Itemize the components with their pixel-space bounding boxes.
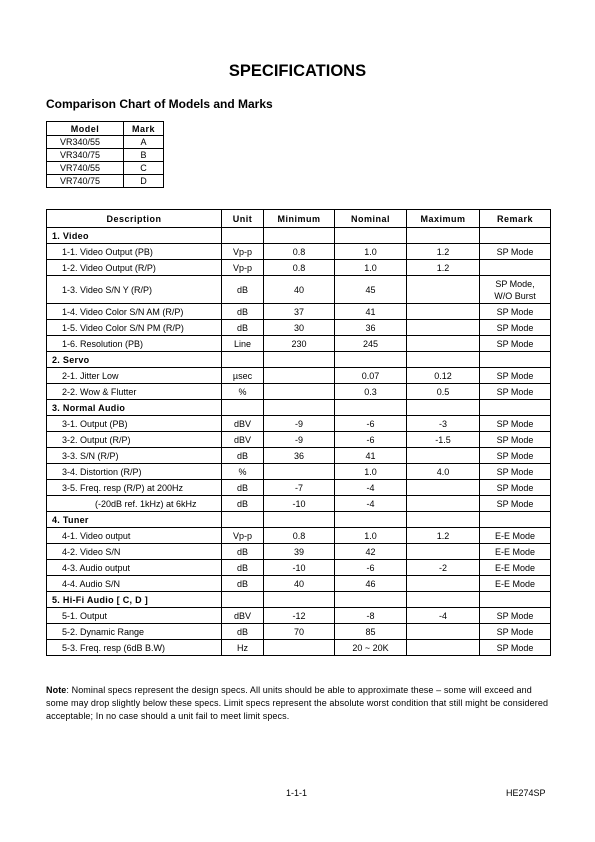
minimum-cell: 0.8 [264, 528, 335, 544]
description-cell: 3-4. Distortion (R/P) [47, 464, 222, 480]
spec-row [47, 304, 551, 320]
unit-cell: Vp-p [222, 244, 264, 260]
remark-cell: SP Mode [480, 320, 551, 336]
remark-cell: SP Mode [480, 464, 551, 480]
unit-cell: dB [222, 304, 264, 320]
maximum-cell [407, 512, 480, 528]
spec-row [47, 384, 551, 400]
maximum-cell: 1.2 [407, 244, 480, 260]
nominal-cell [335, 400, 407, 416]
nominal-cell: 0.07 [335, 368, 407, 384]
remark-cell: SP Mode [480, 336, 551, 352]
minimum-cell: -10 [264, 496, 335, 512]
unit-cell: Vp-p [222, 260, 264, 276]
nominal-cell: 1.0 [335, 260, 407, 276]
description-cell: 4-1. Video output [47, 528, 222, 544]
spec-row [47, 464, 551, 480]
model-row [47, 162, 164, 175]
unit-cell: dB [222, 496, 264, 512]
minimum-cell [264, 464, 335, 480]
nominal-cell [335, 592, 407, 608]
description-cell: 3. Normal Audio [47, 400, 222, 416]
minimum-cell: 36 [264, 448, 335, 464]
description-cell: (-20dB ref. 1kHz) at 6kHz [47, 496, 222, 512]
section-row [47, 400, 551, 416]
unit-cell: dB [222, 544, 264, 560]
remark-cell [480, 592, 551, 608]
minimum-cell: -9 [264, 416, 335, 432]
unit-cell: dB [222, 448, 264, 464]
remark-cell: SP Mode [480, 384, 551, 400]
nominal-cell [335, 352, 407, 368]
nominal-cell: 36 [335, 320, 407, 336]
unit-cell: dB [222, 320, 264, 336]
spec-row [47, 260, 551, 276]
section-row [47, 592, 551, 608]
description-cell: 2-1. Jitter Low [47, 368, 222, 384]
nominal-cell: -4 [335, 480, 407, 496]
document-code: HE274SP [506, 788, 546, 798]
spec-row [47, 496, 551, 512]
maximum-cell [407, 592, 480, 608]
model-table-header-row [47, 122, 164, 136]
unit-cell: % [222, 464, 264, 480]
remark-cell: E-E Mode [480, 576, 551, 592]
mark-cell: C [124, 162, 164, 175]
unit-cell: dB [222, 480, 264, 496]
nominal-cell: 41 [335, 448, 407, 464]
unit-cell: Vp-p [222, 528, 264, 544]
description-cell: 5-1. Output [47, 608, 222, 624]
description-cell: 1-4. Video Color S/N AM (R/P) [47, 304, 222, 320]
description-cell: 4-3. Audio output [47, 560, 222, 576]
description-cell: 1-1. Video Output (PB) [47, 244, 222, 260]
minimum-cell: -9 [264, 432, 335, 448]
maximum-cell: -2 [407, 560, 480, 576]
nominal-cell [335, 512, 407, 528]
nominal-column-header: Nominal [335, 210, 407, 228]
unit-cell: dB [222, 560, 264, 576]
description-cell: 3-1. Output (PB) [47, 416, 222, 432]
description-cell: 5-2. Dynamic Range [47, 624, 222, 640]
remark-cell: SP Mode, W/O Burst [480, 276, 551, 304]
remark-cell [480, 400, 551, 416]
model-mark-table [46, 121, 164, 188]
spec-row [47, 544, 551, 560]
spec-row [47, 336, 551, 352]
remark-cell: SP Mode [480, 448, 551, 464]
model-cell: VR740/55 [47, 162, 124, 175]
model-row [47, 136, 164, 149]
maximum-cell [407, 544, 480, 560]
description-cell: 3-3. S/N (R/P) [47, 448, 222, 464]
description-cell: 4-2. Video S/N [47, 544, 222, 560]
nominal-cell: 42 [335, 544, 407, 560]
unit-column-header: Unit [222, 210, 264, 228]
nominal-cell: 45 [335, 276, 407, 304]
minimum-cell: 0.8 [264, 260, 335, 276]
minimum-cell: -10 [264, 560, 335, 576]
spec-row [47, 448, 551, 464]
spec-row [47, 416, 551, 432]
spec-row [47, 560, 551, 576]
maximum-cell [407, 352, 480, 368]
remark-cell [480, 352, 551, 368]
minimum-cell: 37 [264, 304, 335, 320]
remark-cell: SP Mode [480, 480, 551, 496]
description-cell: 1. Video [47, 228, 222, 244]
spec-row [47, 480, 551, 496]
remark-cell: SP Mode [480, 624, 551, 640]
minimum-cell [264, 400, 335, 416]
maximum-cell: 1.2 [407, 528, 480, 544]
spec-row [47, 320, 551, 336]
minimum-cell [264, 512, 335, 528]
maximum-cell: -3 [407, 416, 480, 432]
mark-column-header: Mark [124, 122, 164, 136]
section-row [47, 512, 551, 528]
unit-cell: dBV [222, 608, 264, 624]
mark-cell: D [124, 175, 164, 188]
spec-row [47, 368, 551, 384]
nominal-cell: -6 [335, 416, 407, 432]
minimum-cell: 40 [264, 276, 335, 304]
nominal-cell: 85 [335, 624, 407, 640]
maximum-cell [407, 496, 480, 512]
description-cell: 1-5. Video Color S/N PM (R/P) [47, 320, 222, 336]
minimum-cell [264, 352, 335, 368]
remark-cell: SP Mode [480, 304, 551, 320]
spec-row [47, 608, 551, 624]
mark-cell: B [124, 149, 164, 162]
nominal-cell: 20 ~ 20K [335, 640, 407, 656]
nominal-cell: 1.0 [335, 528, 407, 544]
maximum-cell: 0.5 [407, 384, 480, 400]
minimum-cell: 30 [264, 320, 335, 336]
model-cell: VR340/75 [47, 149, 124, 162]
unit-cell: % [222, 384, 264, 400]
maximum-cell: -4 [407, 608, 480, 624]
spec-row [47, 244, 551, 260]
section-row [47, 352, 551, 368]
minimum-cell: 39 [264, 544, 335, 560]
nominal-cell [335, 228, 407, 244]
maximum-cell [407, 400, 480, 416]
unit-cell: dBV [222, 416, 264, 432]
remark-cell: E-E Mode [480, 528, 551, 544]
model-row [47, 149, 164, 162]
maximum-cell [407, 336, 480, 352]
unit-cell: Hz [222, 640, 264, 656]
nominal-cell: 0.3 [335, 384, 407, 400]
unit-cell: dB [222, 576, 264, 592]
description-cell: 5. Hi-Fi Audio [ C, D ] [47, 592, 222, 608]
minimum-cell [264, 384, 335, 400]
section-row [47, 228, 551, 244]
remark-cell [480, 260, 551, 276]
remark-column-header: Remark [480, 210, 551, 228]
spec-row [47, 432, 551, 448]
description-cell: 3-5. Freq. resp (R/P) at 200Hz [47, 480, 222, 496]
maximum-cell [407, 276, 480, 304]
description-cell: 5-3. Freq. resp (6dB B.W) [47, 640, 222, 656]
spec-row [47, 640, 551, 656]
description-cell: 4. Tuner [47, 512, 222, 528]
remark-cell [480, 228, 551, 244]
nominal-cell: 1.0 [335, 464, 407, 480]
remark-cell: SP Mode [480, 608, 551, 624]
description-cell: 1-2. Video Output (R/P) [47, 260, 222, 276]
maximum-cell [407, 228, 480, 244]
remark-cell: E-E Mode [480, 560, 551, 576]
model-row [47, 175, 164, 188]
remark-cell: SP Mode [480, 432, 551, 448]
minimum-cell: 230 [264, 336, 335, 352]
maximum-cell [407, 304, 480, 320]
unit-cell [222, 352, 264, 368]
remark-cell: SP Mode [480, 416, 551, 432]
model-column-header: Model [47, 122, 124, 136]
spec-table-header-row [47, 210, 551, 228]
unit-cell [222, 400, 264, 416]
spec-row [47, 276, 551, 304]
maximum-cell: -1.5 [407, 432, 480, 448]
minimum-cell: 40 [264, 576, 335, 592]
minimum-cell [264, 368, 335, 384]
unit-cell: dB [222, 276, 264, 304]
maximum-cell: 4.0 [407, 464, 480, 480]
remark-cell: SP Mode [480, 244, 551, 260]
unit-cell: dBV [222, 432, 264, 448]
page-title: SPECIFICATIONS [228, 62, 367, 80]
description-cell: 3-2. Output (R/P) [47, 432, 222, 448]
spec-row [47, 624, 551, 640]
unit-cell [222, 592, 264, 608]
maximum-cell: 0.12 [407, 368, 480, 384]
maximum-cell [407, 448, 480, 464]
maximum-cell [407, 320, 480, 336]
model-cell: VR740/75 [47, 175, 124, 188]
remark-cell: SP Mode [480, 640, 551, 656]
maximum-cell: 1.2 [407, 260, 480, 276]
model-cell: VR340/55 [47, 136, 124, 149]
page-number: 1-1-1 [286, 788, 308, 798]
description-cell: 4-4. Audio S/N [47, 576, 222, 592]
maximum-cell [407, 480, 480, 496]
nominal-cell: 41 [335, 304, 407, 320]
nominal-cell: -6 [335, 432, 407, 448]
minimum-cell [264, 640, 335, 656]
nominal-cell: -8 [335, 608, 407, 624]
section-subtitle: Comparison Chart of Models and Marks [46, 97, 273, 111]
maximum-cell [407, 576, 480, 592]
description-cell: 1-6. Resolution (PB) [47, 336, 222, 352]
nominal-cell: 245 [335, 336, 407, 352]
nominal-cell: -4 [335, 496, 407, 512]
minimum-column-header: Minimum [264, 210, 335, 228]
description-cell: 2. Servo [47, 352, 222, 368]
nominal-cell: 46 [335, 576, 407, 592]
unit-cell: dB [222, 624, 264, 640]
note-label: Note [46, 685, 67, 695]
minimum-cell: -7 [264, 480, 335, 496]
remark-cell: E-E Mode [480, 544, 551, 560]
minimum-cell: 0.8 [264, 244, 335, 260]
remark-cell [480, 512, 551, 528]
note-text: : Nominal specs represent the design specs. All units should be able to approximate these – some will exceed and some may drop slightly below these specs. Limit specs represent the absolute worst condition that still might be considered acceptable; In no case should a unit fail to meet limit specs. [46, 685, 549, 721]
description-cell: 1-3. Video S/N Y (R/P) [47, 276, 222, 304]
remark-cell: SP Mode [480, 496, 551, 512]
nominal-cell: 1.0 [335, 244, 407, 260]
remark-cell: SP Mode [480, 368, 551, 384]
minimum-cell [264, 592, 335, 608]
spec-row [47, 576, 551, 592]
mark-cell: A [124, 136, 164, 149]
unit-cell: µsec [222, 368, 264, 384]
minimum-cell [264, 228, 335, 244]
unit-cell: Line [222, 336, 264, 352]
unit-cell [222, 512, 264, 528]
description-column-header: Description [47, 210, 222, 228]
unit-cell [222, 228, 264, 244]
description-cell: 2-2. Wow & Flutter [47, 384, 222, 400]
spec-row [47, 528, 551, 544]
minimum-cell: -12 [264, 608, 335, 624]
maximum-cell [407, 624, 480, 640]
maximum-cell [407, 640, 480, 656]
minimum-cell: 70 [264, 624, 335, 640]
maximum-column-header: Maximum [407, 210, 480, 228]
nominal-cell: -6 [335, 560, 407, 576]
specification-table [46, 209, 551, 656]
note-paragraph [46, 684, 553, 723]
